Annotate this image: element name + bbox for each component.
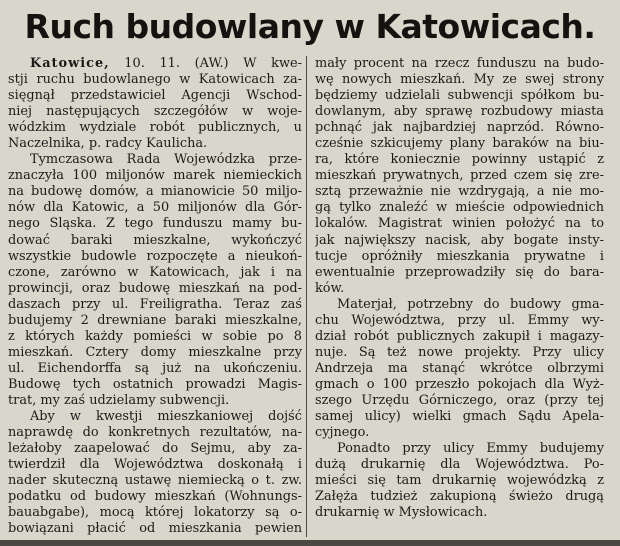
text-line: cześnie szkicujemy plany baraków na biu- bbox=[315, 136, 604, 152]
text-line: wszystkie budowle rozpoczęte a nieukoń- bbox=[8, 248, 302, 264]
right-column bbox=[306, 56, 604, 537]
dateline-rest: 10. 11. (AW.) W kwe- bbox=[109, 56, 302, 71]
text-line: Aby w kwestji mieszkaniowej dojść bbox=[30, 409, 302, 425]
text-line: Tymczasowa Rada Wojewódzka prze- bbox=[30, 152, 302, 168]
text-line: Materjał, potrzebny do budowy gma- bbox=[337, 296, 604, 312]
text-line: znaczyła 100 miljonów marek niemieckich bbox=[8, 168, 302, 184]
text-line: ewentualnie przeprowadziły się do bara- bbox=[315, 264, 604, 280]
text-line: pchnąć jak najbardziej naprzód. Równo- bbox=[315, 120, 604, 136]
text-line: czone, zarówno w Katowicach, jak i na bbox=[8, 264, 302, 280]
left-column bbox=[8, 56, 306, 537]
text-line: bauabgabe), mocą której lokatorzy są o- bbox=[8, 505, 302, 521]
article-body bbox=[8, 56, 612, 537]
text-line: mały procent na rzecz funduszu na budo- bbox=[315, 56, 604, 71]
text-line: nuje. Są też nowe projekty. Przy ulicy bbox=[315, 344, 604, 360]
text-line: Budowę tych ostatnich prowadzi Magis- bbox=[8, 376, 302, 392]
text-line: nów dla Katowic, a 50 miljonów dla Gór- bbox=[8, 200, 302, 216]
text-line: z których każdy pomieści w sobie po 8 bbox=[8, 328, 302, 344]
text-line: stji ruchu budowlanego w Katowicach za- bbox=[8, 72, 302, 88]
text-line: prowincji, oraz budowę mieszkań na pod- bbox=[8, 280, 302, 296]
text-line: dużą drukarnię dla Województwa. Po- bbox=[315, 457, 604, 473]
text-line: niej następujących szczegółów w woje- bbox=[8, 104, 302, 120]
text-line: podatku od budowy mieszkań (Wohnungs- bbox=[8, 489, 302, 505]
text-line: chu Województwa, przy ul. Emmy wy- bbox=[315, 312, 604, 328]
text-line: będziemy udzielali subwencji spółkom bu- bbox=[315, 88, 604, 104]
text-line: samej ulicy) wielki gmach Sądu Apela- bbox=[315, 409, 604, 425]
dateline bbox=[8, 56, 302, 72]
text-line: dowlanym, aby sprawę rozbudowy miasta bbox=[315, 104, 604, 120]
text-line: trat, my zaś udzielamy subwencji. bbox=[8, 392, 230, 408]
text-line: bowiązani płacić od mieszkania pewien bbox=[8, 521, 302, 537]
text-line: daszach przy ul. Freiligratha. Teraz zaś bbox=[8, 296, 302, 312]
text-line: dować baraki mieszkalne, wykończyć bbox=[8, 232, 302, 248]
text-line: sztą przeważnie nie wzdrygają, a nie mo- bbox=[315, 184, 604, 200]
text-line: wę nowych mieszkań. My ze swej strony bbox=[315, 72, 604, 88]
text-line: wódzkim wydziale robót publicznych, u bbox=[8, 120, 302, 136]
text-line: Załęża tudzież zakupioną świeżo drugą bbox=[315, 489, 604, 505]
text-line: sięgnął przedstawiciel Agencji Wschod- bbox=[8, 88, 302, 104]
text-line: nader skuteczną ustawę niemiecką o t. zw. bbox=[8, 473, 302, 489]
text-line: drukarnię w Mysłowicach. bbox=[315, 505, 488, 521]
text-line: ul. Eichendorffa są już na ukończeniu. bbox=[8, 360, 302, 376]
text-line: nego Śląska. Z tego funduszu mamy bu- bbox=[8, 216, 302, 232]
text-line: ków. bbox=[315, 280, 345, 296]
text-line: leżałoby zaapelować do Sejmu, aby za- bbox=[8, 441, 302, 457]
text-line: budujemy 2 drewniane baraki mieszkalne, bbox=[8, 312, 302, 328]
text-line: naprawdę do konkretnych rezultatów, na- bbox=[8, 425, 302, 441]
text-line: Andrzeja ma stanąć wkrótce olbrzymi bbox=[315, 360, 604, 376]
text-line: ra, które koniecznie powinny ustąpić z bbox=[315, 152, 604, 168]
bottom-rule bbox=[0, 540, 620, 546]
text-line: na budowę domów, a mianowicie 50 miljo- bbox=[8, 184, 302, 200]
text-line: Ponadto przy ulicy Emmy budujemy bbox=[337, 441, 604, 457]
article-headline: Ruch budowlany w Katowicach. bbox=[24, 7, 596, 46]
text-line: mieszkań. Cztery domy mieszkalne przy bbox=[8, 344, 302, 360]
dateline-place: Katowice, bbox=[30, 56, 110, 71]
text-line: mieszkań prywatnych, przed czem się zre- bbox=[315, 168, 604, 184]
text-line: twierdził dla Województwa doskonałą i bbox=[8, 457, 302, 473]
text-line: jak największy nacisk, aby bogate insty- bbox=[315, 232, 604, 248]
text-line: cyjnego. bbox=[315, 425, 370, 441]
text-line: Naczelnika, p. radcy Kaulicha. bbox=[8, 136, 208, 152]
text-line: dział robót publicznych zakupił i magazy- bbox=[315, 328, 604, 344]
text-line: szego Urzędu Górniczego, oraz (przy tej bbox=[315, 392, 604, 408]
text-line: gą tylko znaleźć w mieście odpowiednich bbox=[315, 200, 604, 216]
text-line: mieści się tam drukarnię wojewódzką z bbox=[315, 473, 604, 489]
text-line: lokalów. Magistrat winien położyć na to bbox=[315, 216, 604, 232]
text-line: tucje opróżniły mieszkania prywatne i bbox=[315, 248, 604, 264]
text-line: gmach o 100 przeszło pokojach dla Wyż- bbox=[315, 376, 604, 392]
